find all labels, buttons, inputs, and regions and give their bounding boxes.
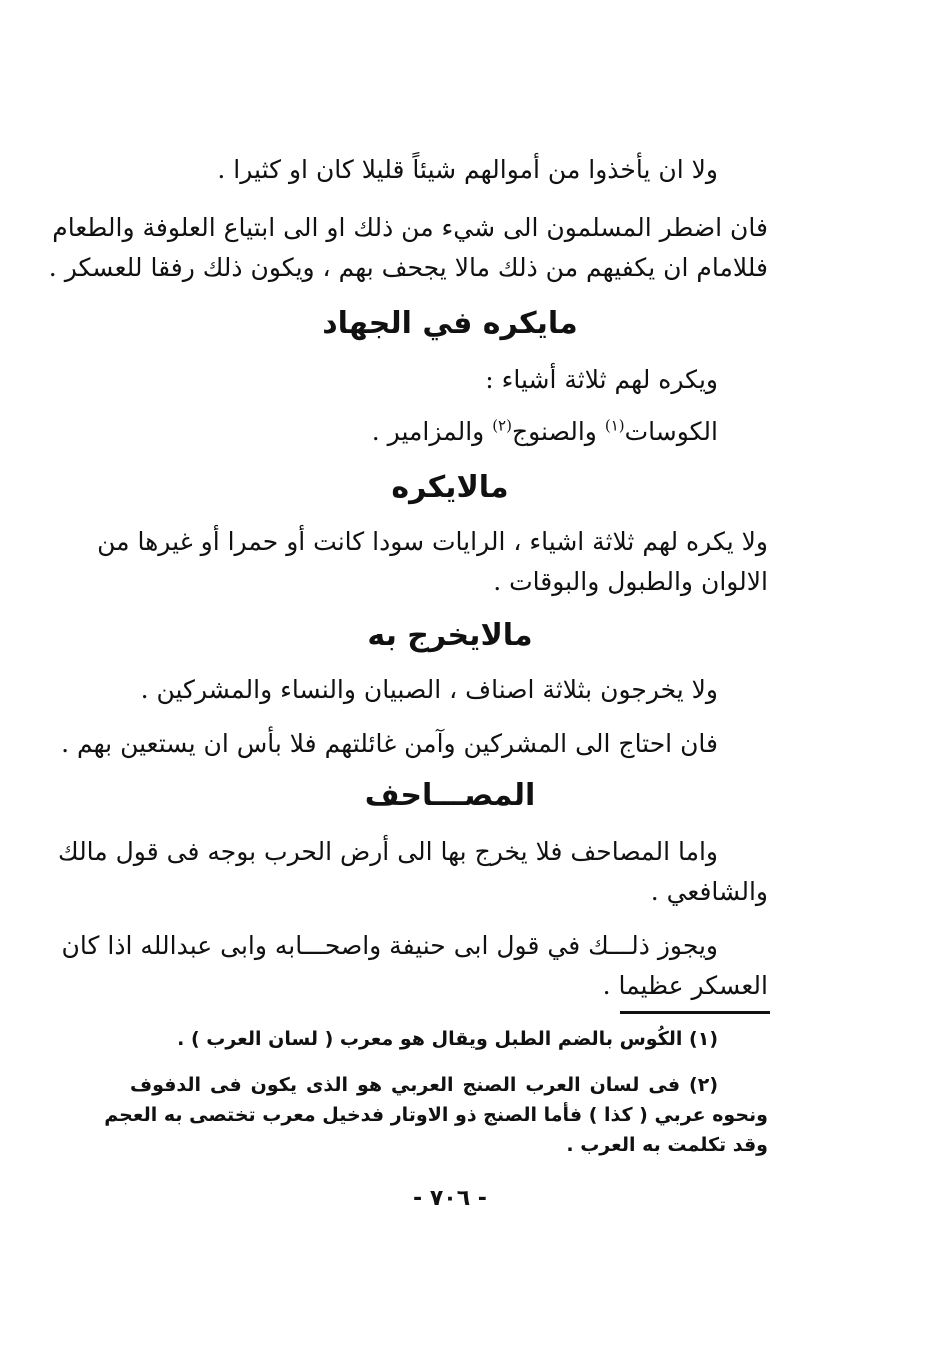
body-line: ولا يخرجون بثلاثة اصناف ، الصبيان والنساء والمشركين . [140,675,718,704]
footnote-ref: (١) [604,416,625,435]
section-heading: مالايكره [391,470,509,505]
footnote: (١) الكُوس بالضم الطبل ويقال هو معرب ( لسان العرب ) . [177,1028,718,1050]
body-line: فللامام ان يكفيهم من ذلك مالا يجحف بهم ، ويكون ذلك رفقا للعسكر . [48,253,768,282]
page-number: - ٧٠٦ - [413,1186,487,1211]
body-line: ويجوز ذلـــك في قول ابى حنيفة واصحـــابه وابى عبدالله اذا كان [61,931,718,960]
body-line: العسكر عظيما . [602,971,768,1000]
body-text: والصنوج [511,417,605,446]
footnote: وقد تكلمت به العرب . [566,1134,768,1156]
body-line: ولا ان يأخذوا من أموالهم شيئاً قليلا كان او كثيرا . [217,155,718,184]
body-line: ويكره لهم ثلاثة أشياء : [485,365,718,394]
body-line: الالوان والطبول والبوقات . [493,567,768,596]
footnote-separator [620,1011,770,1014]
body-line: ولا يكره لهم ثلاثة اشياء ، الرايات سودا كانت أو حمرا أو غيرها من [97,527,768,556]
body-line: فان اضطر المسلمون الى شيء من ذلك او الى ابتياع العلوفة والطعام [52,213,768,242]
section-heading: مالايخرج به [367,618,533,653]
footnote: (٢) فى لسان العرب الصنج العربي هو الذى يكون فى الدفوف [130,1074,718,1096]
body-line: فان احتاج الى المشركين وآمن غائلتهم فلا بأس ان يستعين بهم . [61,729,718,758]
body-text: الكوسات [624,417,718,446]
body-line: واما المصاحف فلا يخرج بها الى أرض الحرب بوجه فى قول مالك [58,837,718,866]
section-heading: مايكره في الجهاد [322,306,578,341]
footnote: ونحوه عربي ( كذا ) فأما الصنج ذو الاوتار فدخيل معرب تختصى به العجم [104,1104,768,1126]
body-line [372,414,718,450]
body-text: والمزامير . [371,417,493,446]
body-line: والشافعي . [650,877,768,906]
footnote-ref: (٢) [492,416,512,435]
section-heading: المصـــاحف [364,778,536,813]
